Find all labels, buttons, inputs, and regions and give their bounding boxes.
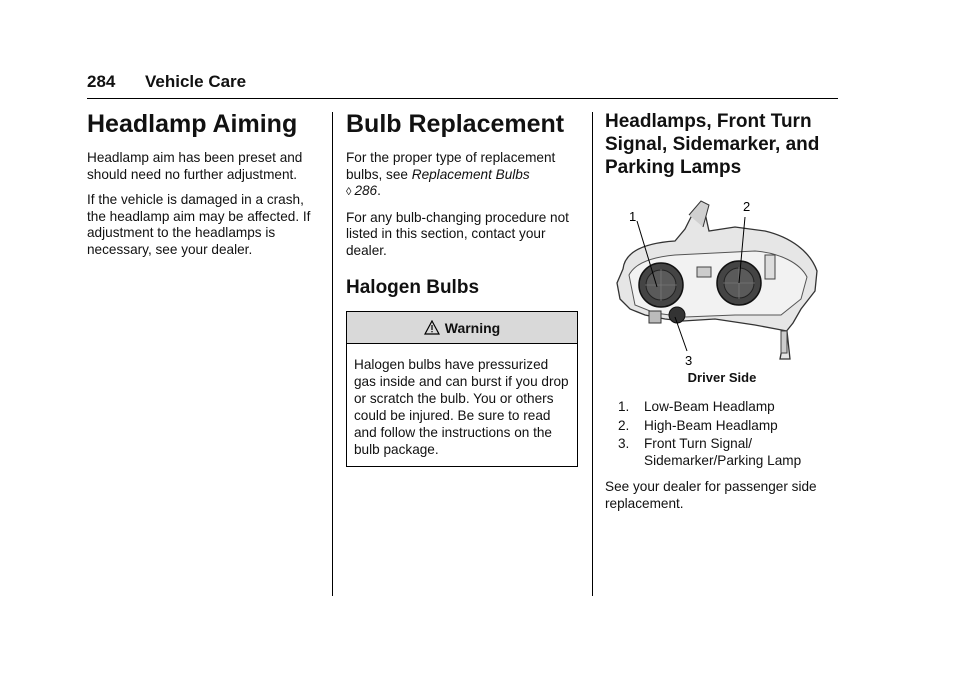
figure-caption: Driver Side	[687, 370, 757, 385]
warning-header	[347, 312, 577, 344]
parts-list	[605, 399, 845, 469]
warning-triangle-icon	[424, 320, 440, 336]
headlamp-illustration	[605, 191, 835, 366]
headlamp-assembly-figure	[605, 191, 835, 366]
subsection-title: Halogen Bulbs	[346, 277, 480, 298]
list-item: 3. Front Turn Signal/ Sidemarker/Parking Lamp	[618, 436, 802, 468]
section-title-line: Parking Lamps	[605, 157, 742, 178]
column-headlamps	[605, 110, 845, 521]
paragraph: Headlamp aim has been preset and should need no further adjustment.	[87, 150, 303, 182]
intro-text: For the proper type of replacement bulbs, see	[346, 150, 556, 182]
paragraph: For any bulb-changing procedure not listed in this section, contact your dealer.	[346, 209, 569, 258]
page-number: 284	[87, 72, 116, 91]
warning-label: Warning	[444, 319, 501, 336]
page-header	[87, 72, 838, 99]
callout-label: 1	[629, 209, 637, 224]
section-title-line: Headlamps, Front Turn	[605, 111, 812, 132]
xref-page[interactable]: 286	[354, 183, 378, 198]
section-title: Bulb Replacement	[346, 110, 565, 138]
list-item: 2. High-Beam Headlamp	[618, 417, 778, 433]
callout-label: 2	[743, 199, 751, 214]
list-item: 1. Low-Beam Headlamp	[618, 399, 775, 414]
section-title: Headlamp Aiming	[87, 110, 298, 138]
paragraph: See your dealer for passenger side replacement.	[605, 479, 817, 511]
column-bulb-replacement	[346, 110, 578, 467]
column-headlamp-aiming	[87, 110, 317, 267]
paragraph: For the proper type of replacement bulbs, see Replacement Bulbs ◊ 286.	[346, 150, 556, 198]
callout-label: 3	[685, 353, 693, 366]
column-divider	[332, 112, 333, 596]
page-ref-icon: ◊	[346, 186, 352, 198]
warning-text: Halogen bulbs have pressurized gas inside and can burst if you drop or scratch the bulb. You or others could be injured. Be sure to read and follow the instructions on the bulb package.	[354, 357, 569, 457]
running-head: Vehicle Care	[145, 72, 247, 91]
column-divider	[592, 112, 593, 596]
section-title-line: Signal, Sidemarker, and	[605, 134, 820, 155]
paragraph: If the vehicle is damaged in a crash, the headlamp aim may be affected. If adjustment to the headlamps is necessary, see your dealer.	[87, 192, 311, 257]
warning-box	[346, 311, 578, 467]
xref-link[interactable]: Replacement Bulbs	[411, 166, 530, 182]
